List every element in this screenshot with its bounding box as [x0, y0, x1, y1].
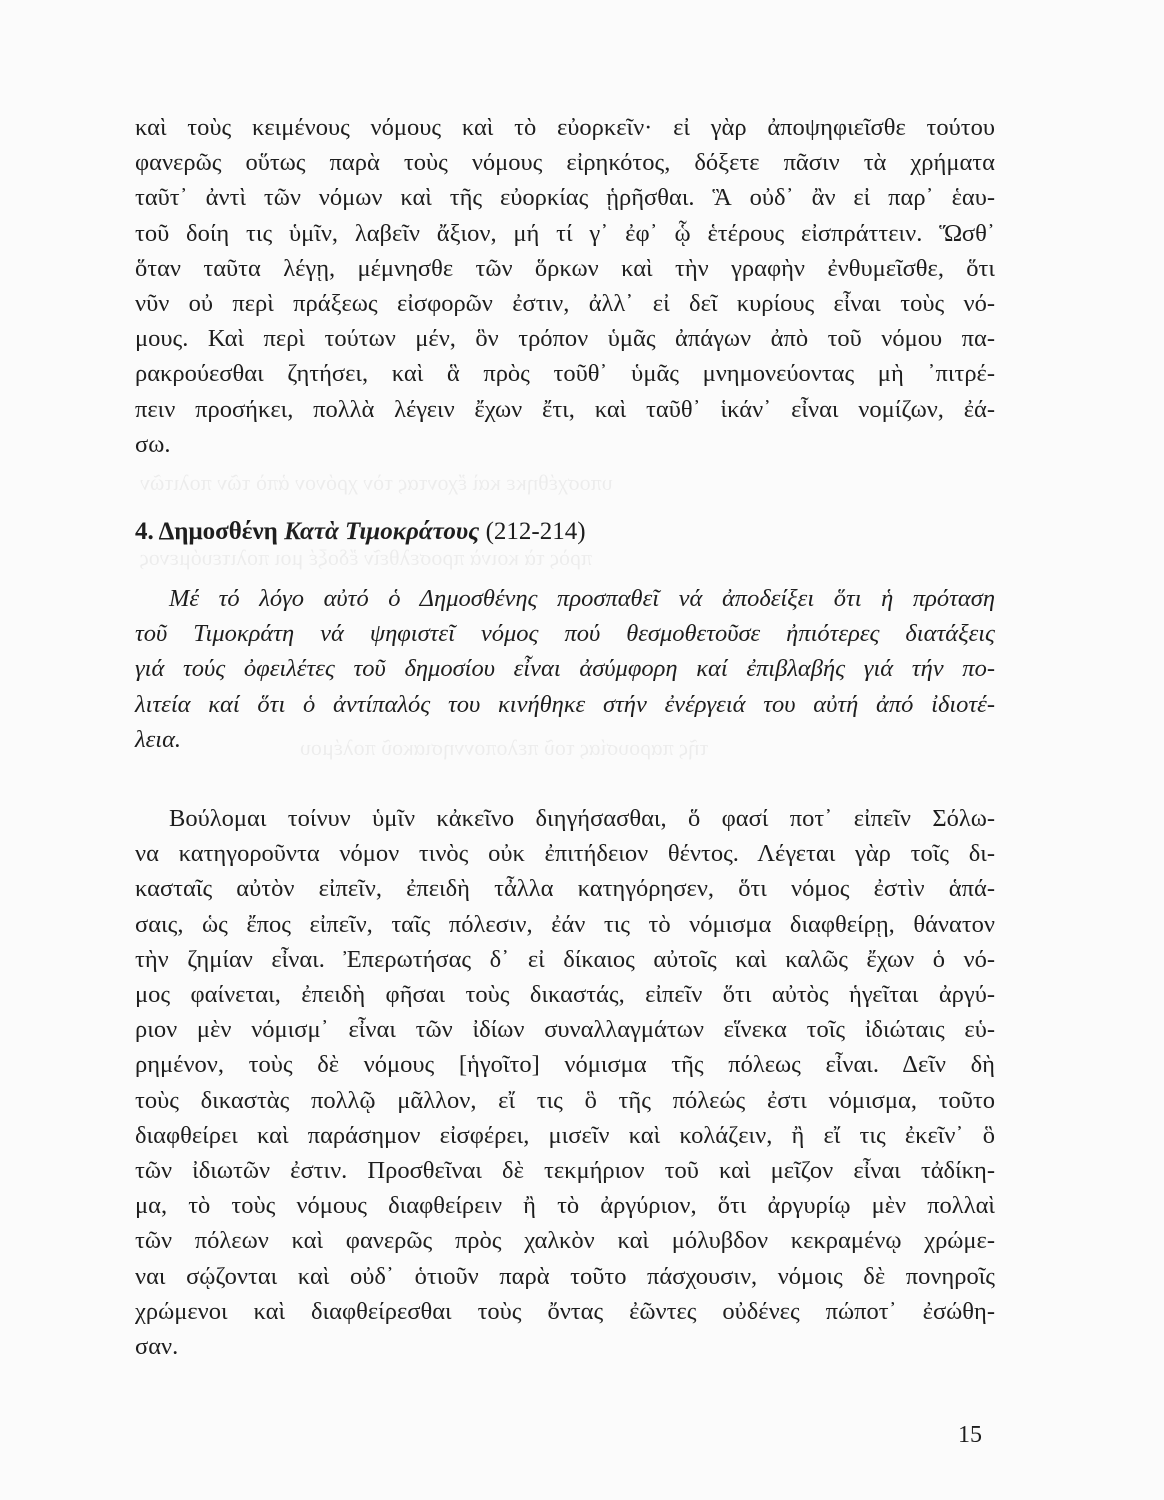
text-line: σω.	[135, 430, 171, 458]
text-line: λεια.	[135, 725, 182, 753]
text-line: ριον μὲν νόμισμ᾽ εἶναι τῶν ἰδίων συναλλαγμάτων εἵνεκα τοῖς ἰδιώταις εὑ-	[135, 1016, 995, 1044]
text-line: διαφθείρει καὶ παράσημον εἰσφέρει, μισεῖν καὶ κολάζειν, ἢ εἴ τις ἐκεῖν᾽ ὃ	[135, 1121, 995, 1149]
text-line: τὴν ζημίαν εἶναι. Ἐπερωτήσας δ᾽ εἰ δίκαιος αὐτοῖς καὶ καλῶς ἔχων ὁ νό-	[135, 945, 995, 973]
intro-paragraph	[135, 581, 995, 757]
text-line: καὶ τοὺς κειμένους νόμους καὶ τὸ εὐορκεῖν· εἰ γὰρ ἀποψηφιεῖσθε τούτου	[135, 114, 995, 141]
section-heading	[135, 515, 586, 549]
text-line: φανερῶς οὕτως παρὰ τοὺς νόμους εἰρηκότος, δόξετε πᾶσιν τὰ χρήματα	[135, 149, 995, 177]
text-line: πειν προσήκει, πολλὰ λέγειν ἔχων ἔτι, καὶ ταῦθ᾽ ἱκάν᾽ εἶναι νομίζων, ἐά-	[135, 395, 995, 423]
text-line: σαις, ὡς ἔπος εἰπεῖν, ταῖς πόλεσιν, ἐάν τις τὸ νόμισμα διαφθείρῃ, θάνατον	[135, 910, 995, 938]
page-number: 15	[958, 1422, 982, 1448]
text-line: Βούλομαι τοίνυν ὑμῖν κἀκεῖνο διηγήσασθαι, ὅ φασί ποτ᾽ εἰπεῖν Σόλω-	[169, 805, 995, 832]
text-line: ρημένον, τοὺς δὲ νόμους [ἡγοῖτο] νόμισμα τῆς πόλεως εἶναι. Δεῖν δὴ	[135, 1051, 995, 1079]
text-line: να κατηγοροῦντα νόμον τινὸς οὐκ ἐπιτήδειον θέντος. Λέγεται γὰρ τοῖς δι-	[135, 840, 995, 868]
text-line: λιτεία καί ὅτι ὁ ἀντίπαλός του κινήθηκε στήν ἐνέργειά του αὐτή ἀπό ἰδιοτέ-	[135, 690, 995, 718]
text-line: μος φαίνεται, ἐπειδὴ φῆσαι τοὺς δικαστάς, εἰπεῖν ὅτι αὐτὸς ἡγεῖται ἀργύ-	[135, 981, 995, 1009]
section-heading-work-title: Κατὰ Τιμοκράτους	[284, 518, 480, 545]
text-line: μους. Καὶ περὶ τούτων μέν, ὃν τρόπον ὑμᾶς ἀπάγων ἀπὸ τοῦ νόμου πα-	[135, 325, 995, 353]
text-line: τοὺς δικαστὰς πολλῷ μᾶλλον, εἴ τις ὃ τῆς πόλεώς ἐστι νόμισμα, τοῦτο	[135, 1086, 995, 1114]
section-heading-range: (212-214)	[479, 518, 586, 545]
text-line: τοῦ δοίη τις ὑμῖν, λαβεῖν ἄξιον, μή τί γ᾽ ἐφ᾽ ᾧ ἑτέρους εἰσπράττειν. Ὥσθ᾽	[135, 219, 995, 247]
text-line: ρακρούεσθαι ζητήσει, καὶ ἃ πρὸς τοῦθ᾽ ὑμᾶς μνημονεύοντας μὴ ᾽πιτρέ-	[135, 360, 995, 388]
text-line: ὅταν ταῦτα λέγῃ, μέμνησθε τῶν ὅρκων καὶ τὴν γραφὴν ἐνθυμεῖσθε, ὅτι	[135, 254, 995, 282]
show-through-text: υποσχέθηκε καὶ ἔχοντας τὸν χρόνον ἀπὸ τῶν πολιτῶν	[140, 470, 613, 495]
show-through-text: πρὸς τὰ κοινὰ προσελθεῖν ἔδοξέ μοι πολιτευόμενος	[140, 545, 593, 570]
passage-paragraph	[135, 801, 995, 1364]
text-line: γιά τούς ὀφειλέτες τοῦ δημοσίου εἶναι ἀσύμφορη καί ἐπιβλαβής γιά τήν πο-	[135, 655, 995, 683]
text-line: νῦν οὐ περὶ πράξεως εἰσφορῶν ἐστιν, ἀλλ᾽ εἰ δεῖ κυρίους εἶναι τοὺς νό-	[135, 290, 995, 318]
text-line: τῶν ἰδιωτῶν ἐστιν. Προσθεῖναι δὲ τεκμήριον τοῦ καὶ μεῖζον εἶναι τἀδίκη-	[135, 1157, 995, 1185]
text-line: τοῦ Τιμοκράτη νά ψηφιστεῖ νόμος πού θεσμοθετοῦσε ἠπιότερες διατάξεις	[135, 620, 995, 648]
section-heading-author: 4. Δημοσθένη	[135, 518, 285, 545]
top-paragraph	[135, 110, 995, 462]
text-line: ταῦτ᾽ ἀντὶ τῶν νόμων καὶ τῆς εὐορκίας ᾑρῆσθαι. Ἃ οὐδ᾽ ἂν εἰ παρ᾽ ἑαυ-	[135, 184, 995, 212]
show-through-text: τῆς παρουσίας τοῦ πελοποννησιακοῦ πολέμου	[300, 735, 709, 760]
text-line: σαν.	[135, 1333, 179, 1361]
text-line: ναι σῴζονται καὶ οὐδ᾽ ὁτιοῦν παρὰ τοῦτο πάσχουσιν, νόμοις δὲ πονηροῖς	[135, 1262, 995, 1290]
text-line: κασταῖς αὐτὸν εἰπεῖν, ἐπειδὴ τἆλλα κατηγόρησεν, ὅτι νόμος ἐστὶν ἁπά-	[135, 875, 995, 903]
text-line: μα, τὸ τοὺς νόμους διαφθείρειν ἢ τὸ ἀργύριον, ὅτι ἀργυρίῳ μὲν πολλαὶ	[135, 1192, 995, 1220]
text-line: χρώμενοι καὶ διαφθείρεσθαι τοὺς ὄντας ἐῶντες οὐδένες πώποτ᾽ ἐσώθη-	[135, 1297, 995, 1325]
text-line: τῶν πόλεων καὶ φανερῶς πρὸς χαλκὸν καὶ μόλυβδον κεκραμένῳ χρώμε-	[135, 1227, 995, 1255]
text-line: Μέ τό λόγο αὐτό ὁ Δημοσθένης προσπαθεῖ νά ἀποδείξει ὅτι ἡ πρόταση	[169, 585, 995, 612]
